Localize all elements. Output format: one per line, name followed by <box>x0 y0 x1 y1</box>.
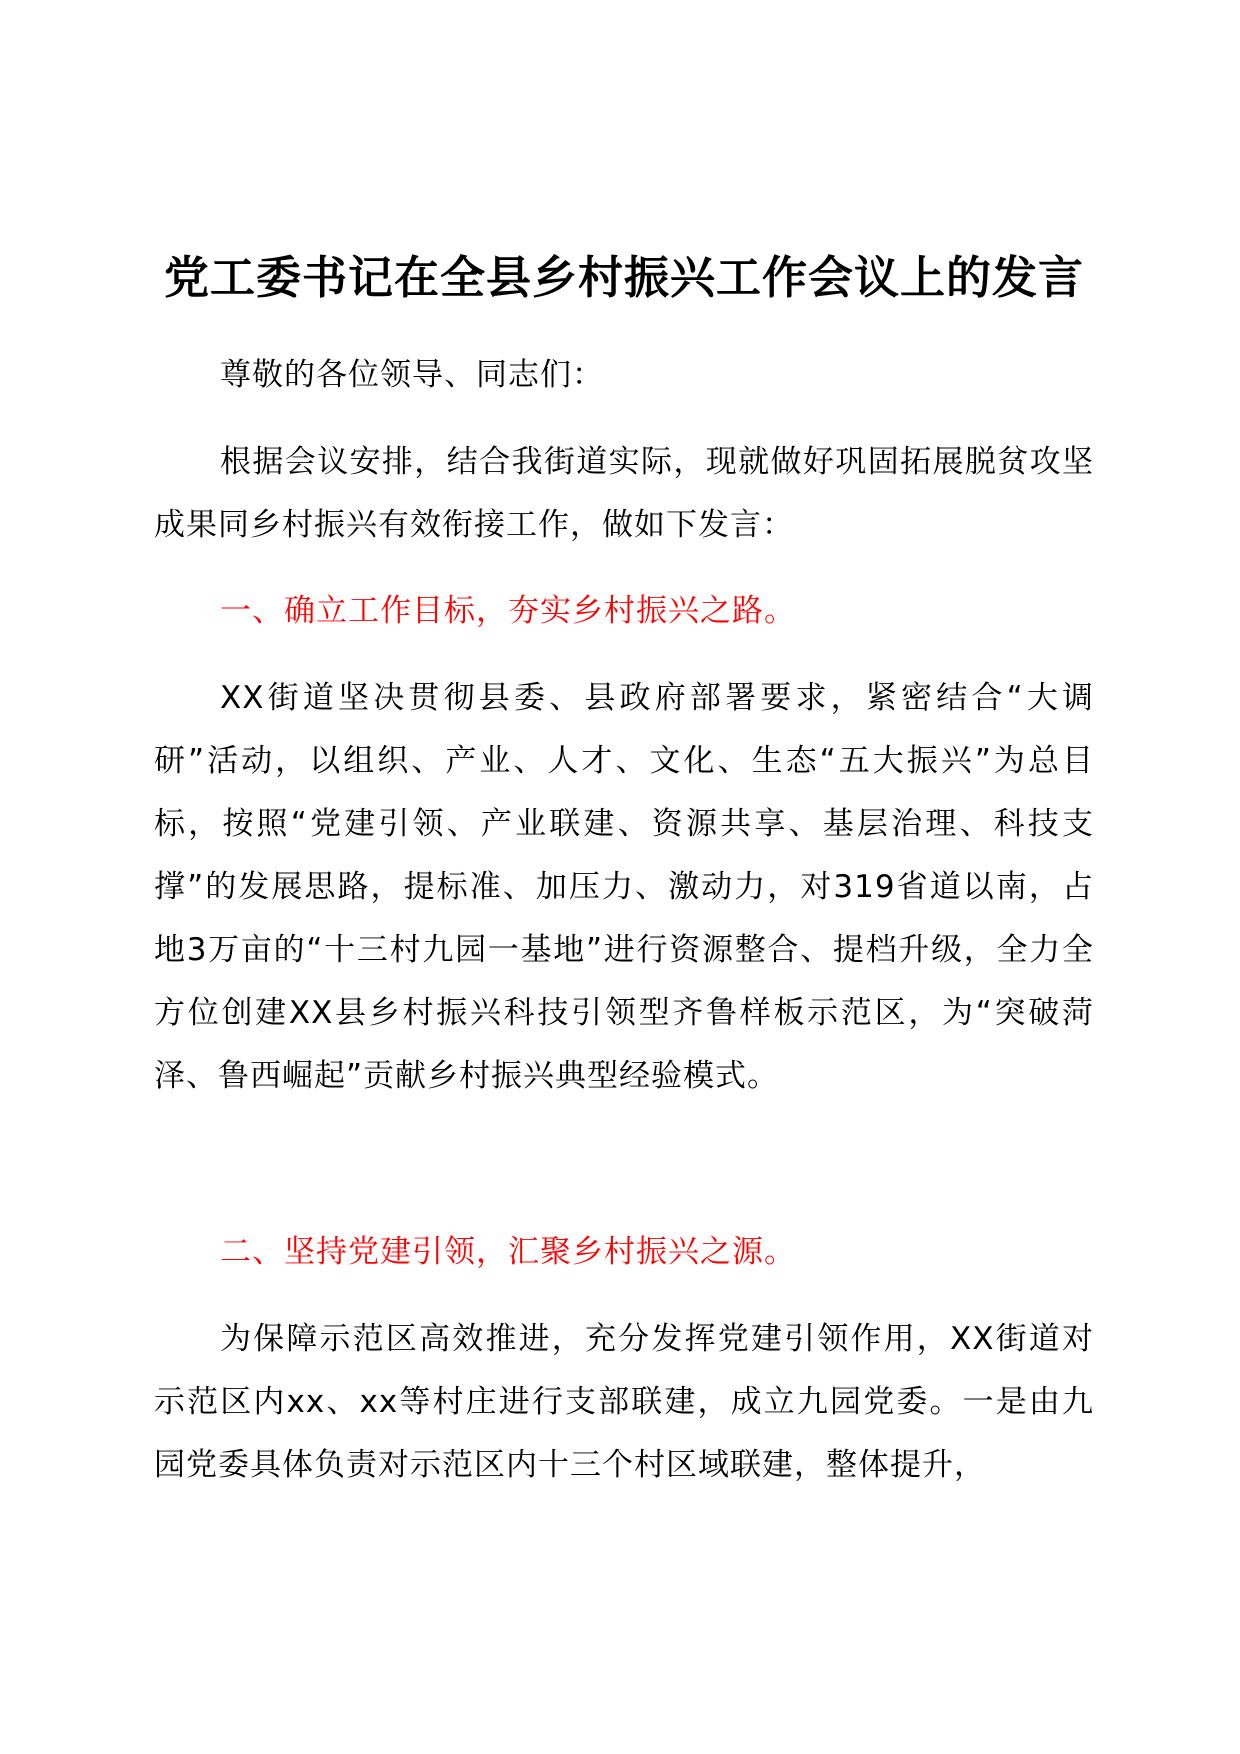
document-title: 党工委书记在全县乡村振兴工作会议上的发言 <box>163 251 1084 304</box>
section-heading-1: 一、确立工作目标，夯实乡村振兴之路。 <box>220 593 796 629</box>
intro-paragraph: 根据会议安排，结合我街道实际，现就做好巩固拓展脱贫攻坚成果同乡村振兴有效衔接工作，做如下发言： <box>154 444 1094 543</box>
greeting: 尊敬的各位领导、同志们： <box>220 357 604 393</box>
section-body-2: 为保障示范区高效推进，充分发挥党建引领作用，XX街道对示范区内xx、xx等村庄进行支部联建，成立九园党委。一是由九园党委具体负责对示范区内十三个村区域联建，整体提升， <box>154 1321 1094 1483</box>
section-body-1: XX街道坚决贯彻县委、县政府部署要求，紧密结合“大调研”活动，以组织、产业、人才、文化、生态“五大振兴”为总目标，按照“党建引领、产业联建、资源共享、基层治理、科技支撑”的发展思路，提标准、加压力、激动力，对319省道以南，占地3万亩的“十三村九园一基地”进行资源整合、提档升级，全力全方位创建XX县乡村振兴科技引领型齐鲁样板示范区，为“突破菏泽、鲁西崛起”贡献乡村振兴典型经验模式。 <box>154 680 1094 1094</box>
section-heading-2: 二、坚持党建引领，汇聚乡村振兴之源。 <box>220 1234 796 1270</box>
